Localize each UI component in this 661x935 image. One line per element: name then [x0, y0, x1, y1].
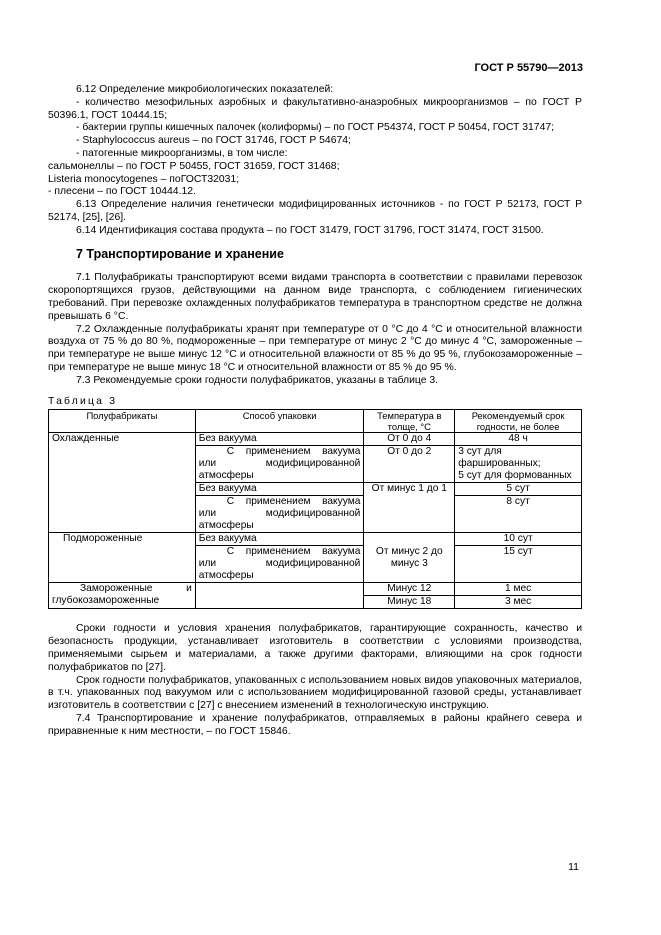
list-item: Listeria monocytogenes – поГОСТ32031; [48, 173, 240, 185]
table-cell: 15 сут [455, 546, 582, 583]
list-item: - плесени – по ГОСТ 10444.12. [48, 186, 196, 198]
list-item: - Staphylococcus aureus – по ГОСТ 31746, ГОСТ Р 54674; [76, 135, 351, 147]
table-cell: 1 мес [455, 583, 582, 596]
group-cell: Замороженные и глубокозамороженные [49, 583, 196, 609]
table-caption: Таблица 3 [48, 395, 118, 407]
paragraph-new-packaging: Срок годности полуфабрикатов, упакованных с использованием новых видов упаковочных материалов, в т.ч. упакованных под вакуумом или с использованием модифицированной газовой среды, устанавливает изготовитель в соответствии с [27] с внесением изменений в технологическую инструкцию. [48, 674, 582, 712]
shelf-life-table [48, 409, 582, 609]
table-cell: С применением вакуума или модифицированной атмосферы [195, 546, 364, 583]
table-row [49, 583, 582, 596]
column-header: Способ упаковки [195, 410, 364, 433]
paragraph-shelf-life: Сроки годности и условия хранения полуфабрикатов, гарантирующие сохранность, качество и безопасность продукции, устанавливает изготовитель в соответствии с условиями производства, применяемыми сырьем и материалами, а также другими факторами, влияющими на срок годности полуфабрикатов по [27]. [48, 623, 582, 673]
paragraph-6-14: 6.14 Идентификация состава продукта – по ГОСТ 31479, ГОСТ 31796, ГОСТ 31474, ГОСТ 31500. [76, 224, 544, 236]
table-cell: Без вакуума [195, 433, 364, 446]
list-item: сальмонеллы – по ГОСТ Р 50455, ГОСТ 31659, ГОСТ 31468; [48, 160, 340, 172]
table-cell: 8 сут [455, 496, 582, 533]
column-header: Температура в толще, °С [364, 410, 455, 433]
shelf-note: 5 сут для формованных [458, 470, 572, 482]
list-item: - количество мезофильных аэробных и факультативно-анаэробных микроорганизмов – по ГОСТ Р 50396.1, ГОСТ 10444.15; [48, 96, 582, 121]
list-item: - патогенные микроорганизмы, в том числе: [76, 147, 288, 159]
document-header: ГОСТ Р 55790—2013 [474, 62, 583, 74]
paragraph-6-12: 6.12 Определение микробиологических показателей: [76, 84, 334, 95]
table-cell: От 0 до 2 [364, 446, 455, 483]
table-cell: Без вакуума [195, 533, 364, 546]
document-body [48, 84, 582, 739]
table-row [49, 433, 582, 446]
paragraph-7-3: 7.3 Рекомендуемые сроки годности полуфабрикатов, указаны в таблице 3. [76, 374, 439, 386]
column-header: Полуфабрикаты [49, 410, 196, 433]
table-cell: 5 сут [455, 483, 582, 496]
group-cell: Подмороженные [49, 533, 196, 583]
table-cell: Минус 12 [364, 583, 455, 596]
column-header: Рекомендуемый срок годности, не более [455, 410, 582, 433]
section-heading: 7 Транспортирование и хранение [76, 246, 284, 261]
paragraph-7-2: 7.2 Охлажденные полуфабрикаты хранят при температуре от 0 °С до 4 °С и относительной влажности воздуха от 75 % до 80 %, подмороженные – при температуре от минус 2 °С до минус 4 °С, замороженные – при температуре не выше минус 12 °С и относительной влажности от 85 % до 95 %, глубокозамороженные – при температуре не выше минус 18 °С и относительной влажности от 85 % до 95 %. [48, 323, 582, 373]
table-cell: С применением вакуума или модифицированной атмосферы [195, 496, 364, 533]
page-number: 11 [568, 861, 579, 873]
table-cell: От 0 до 4 [364, 433, 455, 446]
group-cell: Охлажденные [49, 433, 196, 533]
table-cell [195, 583, 364, 609]
shelf-note: 3 сут для фаршированных; [458, 446, 541, 470]
table-cell: 48 ч [455, 433, 582, 446]
table-cell: С применением вакуума или модифицированной атмосферы [195, 446, 364, 483]
table-row [49, 533, 582, 546]
table-cell: Без вакуума [195, 483, 364, 496]
table-cell [455, 446, 582, 483]
paragraph-6-13: 6.13 Определение наличия генетически модифицированных источников - по ГОСТ Р 52173, ГОСТ Р 52174, [25], [26]. [48, 199, 582, 223]
paragraph-7-4: 7.4 Транспортирование и хранение полуфабрикатов, отправляемых в районы крайнего севера и приравненные к ним местности, – по ГОСТ 15846. [48, 712, 582, 737]
table-cell: От минус 1 до 1 [364, 483, 455, 533]
list-item: - бактерии группы кишечных палочек (колиформы) – по ГОСТ Р54374, ГОСТ Р 50454, ГОСТ 31747; [76, 122, 555, 134]
table-cell: Минус 18 [364, 596, 455, 609]
table-header-row [49, 410, 582, 433]
table-cell: 10 сут [455, 533, 582, 546]
table-cell: От минус 2 до минус 3 [364, 533, 455, 583]
paragraph-7-1: 7.1 Полуфабрикаты транспортируют всеми видами транспорта в соответствии с правилами перевозок скоропортящихся грузов, действующими на данном виде транспорта, с соблюдением гигиенических требований. При перевозке охлажденных полуфабрикатов температура в транспортном средстве не должна превышать 6 °С. [48, 272, 582, 322]
table-cell: 3 мес [455, 596, 582, 609]
